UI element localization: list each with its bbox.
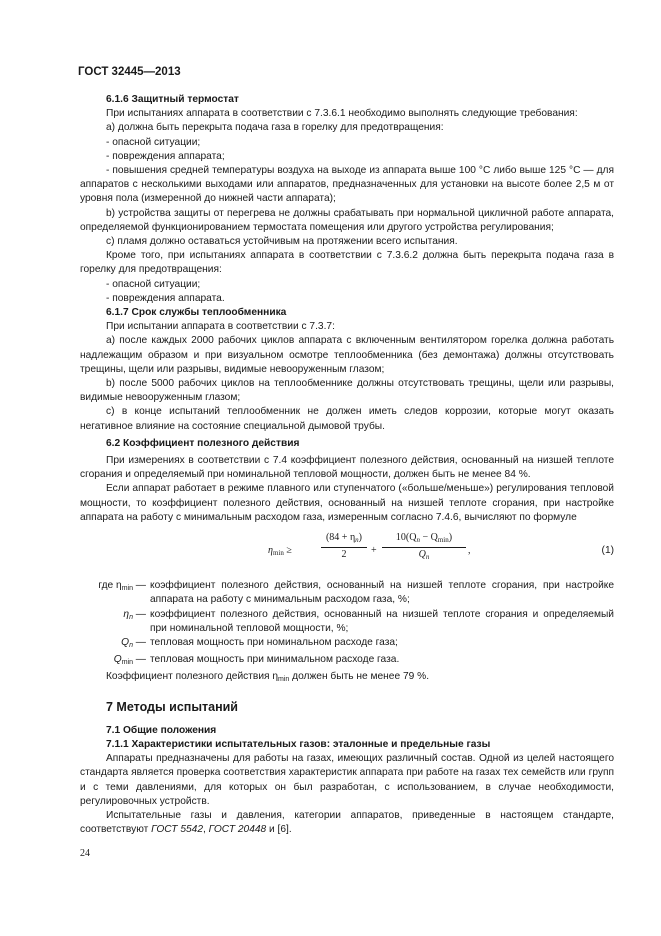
subscript: n (129, 641, 133, 649)
subscript: n (129, 613, 133, 621)
list-item: c) пламя должно оставаться устойчивым на протяжении всего испытания. (106, 236, 458, 248)
den-text: Q (418, 549, 426, 561)
subscript: min (121, 659, 133, 667)
list-item: - повышения средней температуры воздуха на выходе из аппарата выше 100 °С либо выше 125 °С — для аппаратов с несколькими выходами или аппаратов, предназначенных для установки на высоте более 2,5 м от уровня пола (измеренной до нижней части аппарата); (80, 165, 614, 205)
sym-text: Q (113, 654, 122, 666)
section-7-1-1-heading: 7.1.1 Характеристики испытательных газов: эталонные и предельные газы (106, 738, 491, 750)
paragraph (80, 670, 614, 687)
definition-symbol (76, 579, 150, 607)
list-item: а) после каждых 2000 рабочих циклов аппарата с включенным вентилятором горелка должна работать надлежащим образом и при визуальном осмотре теплообменника (без демонтажа) должны отсутствовать трещины, щели или разрывы, видимые невооруженным глазом; (80, 335, 614, 375)
document-body (80, 93, 614, 837)
sym-dash: — (132, 654, 146, 666)
formula-lhs (268, 544, 292, 560)
fraction-1-denominator: 2 (341, 549, 347, 561)
sym-text: Q (121, 636, 130, 648)
list-item: c) в конце испытаний теплообменник не должен иметь следов коррозии, которые могут оказать негативное влияние на состояние специальной дымовой трубы. (80, 406, 614, 432)
standard-reference: ГОСТ 20448 (208, 824, 267, 836)
formula-comma: , (468, 545, 471, 557)
num-text: − Q (419, 532, 438, 544)
list-item: - опасной ситуации; (106, 136, 201, 148)
equation-number: (1) (601, 545, 614, 557)
sym-dash: — (132, 636, 146, 648)
section-7-1-heading: 7.1 Общие положения (106, 724, 217, 736)
fraction-2-denominator (382, 548, 466, 564)
num-text: 10(Q (395, 532, 417, 544)
definition-text: коэффициент полезного действия, основанный на низшей теплоте сгорания, при настройке аппарата на работу с минимальным расходом газа, %; (150, 580, 614, 606)
paragraph (80, 809, 614, 837)
num-text: (84 + η (325, 532, 356, 544)
num-text: ) (448, 532, 453, 544)
num-text: ) (358, 532, 363, 544)
section-6-1-7-heading: 6.1.7 Срок службы теплообменника (106, 307, 287, 319)
fraction-1-numerator (321, 531, 367, 548)
definition-text: тепловая мощность при минимальном расходе газа. (150, 654, 400, 666)
subscript: min (272, 549, 284, 558)
subscript: min (278, 676, 290, 684)
definition-row (80, 636, 614, 653)
definition-row (80, 608, 614, 636)
subscript: n (416, 536, 420, 545)
definition-row (80, 579, 614, 607)
fraction-2-numerator (382, 531, 466, 548)
text-run: , (203, 824, 209, 836)
subscript: n (425, 553, 430, 562)
sym-text: η (123, 608, 130, 620)
sym-dash: — (132, 608, 146, 620)
section-7-heading: 7 Методы испытаний (106, 699, 238, 714)
eta-symbol: η (268, 545, 273, 557)
definition-text: тепловая мощность при номинальном расходе газа; (150, 636, 398, 648)
relation-sign: ≥ (283, 545, 292, 557)
list-item: b) устройства защиты от перегрева не должны срабатывать при нормальной цикличной работе аппарата, определяемой функционированием термостата помещения или другого устройства регулирования; (80, 207, 614, 233)
definition-row (80, 653, 614, 670)
formula-1 (80, 531, 614, 571)
list-item: а) должна быть перекрыта подача газа в горелку для предотвращения: (106, 122, 444, 134)
list-item: - повреждения аппарата. (106, 292, 225, 304)
fraction-1 (321, 531, 367, 562)
fraction-2 (382, 531, 466, 564)
text-run: Коэффициент полезного действия η (106, 671, 279, 683)
section-6-2-heading: 6.2 Коэффициент полезного действия (106, 437, 300, 449)
text-run: и [6]. (266, 824, 292, 836)
plus-sign: + (371, 545, 377, 557)
definition-symbol (76, 636, 150, 653)
text-run: должен быть не менее 79 %. (289, 671, 430, 683)
definition-text: коэффициент полезного действия, основанный на низшей теплоте сгорания и определяемый при номинальной тепловой мощности, %; (150, 608, 614, 634)
paragraph: Аппараты предназначены для работы на газах, имеющих различный состав. Одной из целей настоящего стандарта является проверка соответствия характеристик аппарата при работе на газах тех семейств или групп и с теми давлениями, для которых он был разработан, с использованием, в случае необходимости, регулировочных устройств. (80, 753, 614, 807)
paragraph: При испытании аппарата в соответствии с 7.3.7: (106, 321, 335, 333)
page-number: 24 (80, 848, 90, 859)
paragraph: При испытаниях аппарата в соответствии с 7.3.6.1 необходимо выполнять следующие требования: (106, 108, 578, 120)
list-item: b) после 5000 рабочих циклов на теплообменнике должны отсутствовать трещины, щели или разрывы, видимые невооруженным глазом; (80, 378, 614, 404)
text-run: Испытательные газы и давления, категории аппаратов, приведенные в настоящем стандарте, соответствуют (80, 809, 614, 836)
document-header: ГОСТ 32445—2013 (78, 66, 181, 78)
paragraph: При измерениях в соответствии с 7.4 коэффициент полезного действия, основанный на низшей теплоте сгорания и определяемый при номинальной тепловой мощности, должен быть не менее 84 %. (80, 455, 614, 481)
paragraph: Кроме того, при испытаниях аппарата в соответствии с 7.3.6.2 должна быть перекрыта подача газа в горелку для предотвращения: (80, 250, 614, 276)
section-6-1-6-heading: 6.1.6 Защитный термостат (106, 94, 239, 105)
list-item: - повреждения аппарата; (106, 150, 225, 162)
sym-text: где η (98, 580, 122, 592)
definition-symbol (76, 608, 150, 636)
subscript: n (355, 536, 359, 545)
formula-definitions (80, 579, 614, 687)
paragraph: Если аппарат работает в режиме плавного или ступенчатого («больше/меньше») регулирования тепловой мощности, то коэффициент полезного действия, основанный на низшей теплоте сгорания, при настройке аппарата на работу с минимальным расходом газа, измеренным согласно 7.4.6, вычисляют по формуле (80, 483, 614, 523)
standard-reference: ГОСТ 5542 (151, 824, 203, 836)
sym-dash: — (132, 580, 146, 592)
subscript: min (437, 536, 449, 545)
definition-symbol (76, 653, 150, 670)
list-item: - опасной ситуации; (106, 278, 201, 290)
subscript: min (121, 585, 133, 593)
